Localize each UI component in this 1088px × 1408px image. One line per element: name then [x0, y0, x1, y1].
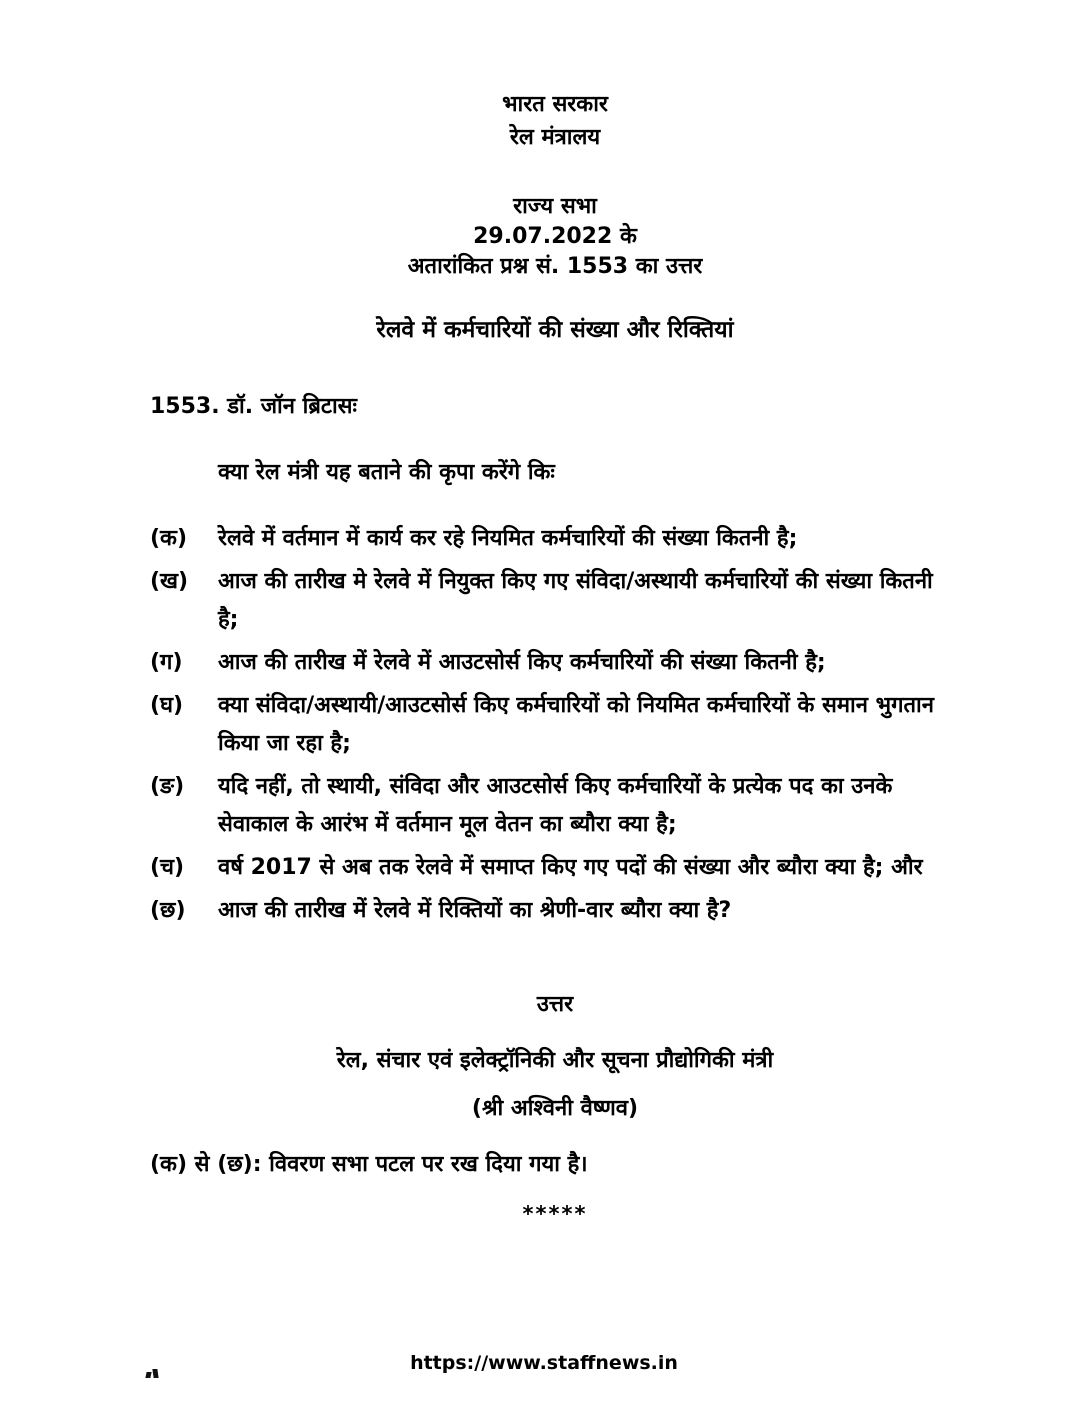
question-reference: अतारांकित प्रश्न सं. 1553 का उत्तर [407, 254, 703, 279]
item-text: क्या संविदा/अस्थायी/आउटसोर्स किए कर्मचारियों को नियमित कर्मचारियों के समान भुगतान किया जा रहा है; [218, 693, 934, 756]
document-header [150, 88, 960, 346]
item-label: (च) [150, 855, 185, 880]
item-text: आज की तारीख में रेलवे में आउटसोर्स किए कर्मचारियों की संख्या कितनी है; [218, 650, 826, 675]
item-text: आज की तारीख में रेलवे में रिक्तियों का श्रेणी-वार ब्यौरा क्या है? [218, 898, 732, 923]
item-label: (छ) [150, 898, 186, 923]
session-block [150, 192, 960, 282]
answer-statement: (क) से (छ): विवरण सभा पटल पर रख दिया गया है। [150, 1152, 588, 1177]
item-text: रेलवे में वर्तमान में कार्य कर रहे नियमित कर्मचारियों की संख्या कितनी है; [218, 526, 798, 551]
question-asker: 1553. डॉ. जॉन ब्रिटासः [150, 394, 357, 419]
question-lead: क्या रेल मंत्री यह बताने की कृपा करेंगे किः [218, 460, 555, 485]
question-item [150, 563, 960, 639]
question-item [150, 644, 960, 682]
government-title: भारत सरकार [502, 92, 608, 117]
subject-title: रेलवे में कर्मचारियों की संख्या और रिक्तियां [376, 317, 734, 343]
item-text: वर्ष 2017 से अब तक रेलवे में समाप्त किए गए पदों की संख्या और ब्यौरा क्या है; और [218, 855, 923, 880]
question-list [150, 520, 960, 930]
item-text: यदि नहीं, तो स्थायी, संविदा और आउटसोर्स किए कर्मचारियों के प्रत्येक पद का उनके सेवाकाल के आरंभ में वर्तमान मूल वेतन का ब्यौरा क्या है; [218, 774, 893, 837]
question-item [150, 849, 960, 887]
item-label: (क) [150, 526, 188, 551]
item-text: आज की तारीख मे रेलवे में नियुक्त किए गए संविदा/अस्थायी कर्मचारियों की संख्या कितनी है; [218, 569, 933, 632]
item-label: (घ) [150, 693, 184, 718]
question-item [150, 520, 960, 558]
item-label: (ग) [150, 650, 183, 675]
minister-title: रेल, संचार एवं इलेक्ट्रॉनिकी और सूचना प्रौद्योगिकी मंत्री [336, 1048, 774, 1073]
footer-url: https://www.staffnews.in [410, 1352, 678, 1374]
question-item [150, 687, 960, 763]
item-label: (ङ) [150, 774, 185, 799]
question-item [150, 768, 960, 844]
ministry-title: रेल मंत्रालय [509, 125, 601, 150]
separator-stars: ***** [522, 1202, 588, 1226]
house-name: राज्य सभा [513, 194, 597, 219]
date-line: 29.07.2022 के [473, 224, 637, 249]
answer-heading: उत्तर [536, 992, 574, 1017]
question-item [150, 892, 960, 930]
item-label: (ख) [150, 569, 189, 594]
minister-name: (श्री अश्विनी वैष्णव) [471, 1096, 639, 1121]
